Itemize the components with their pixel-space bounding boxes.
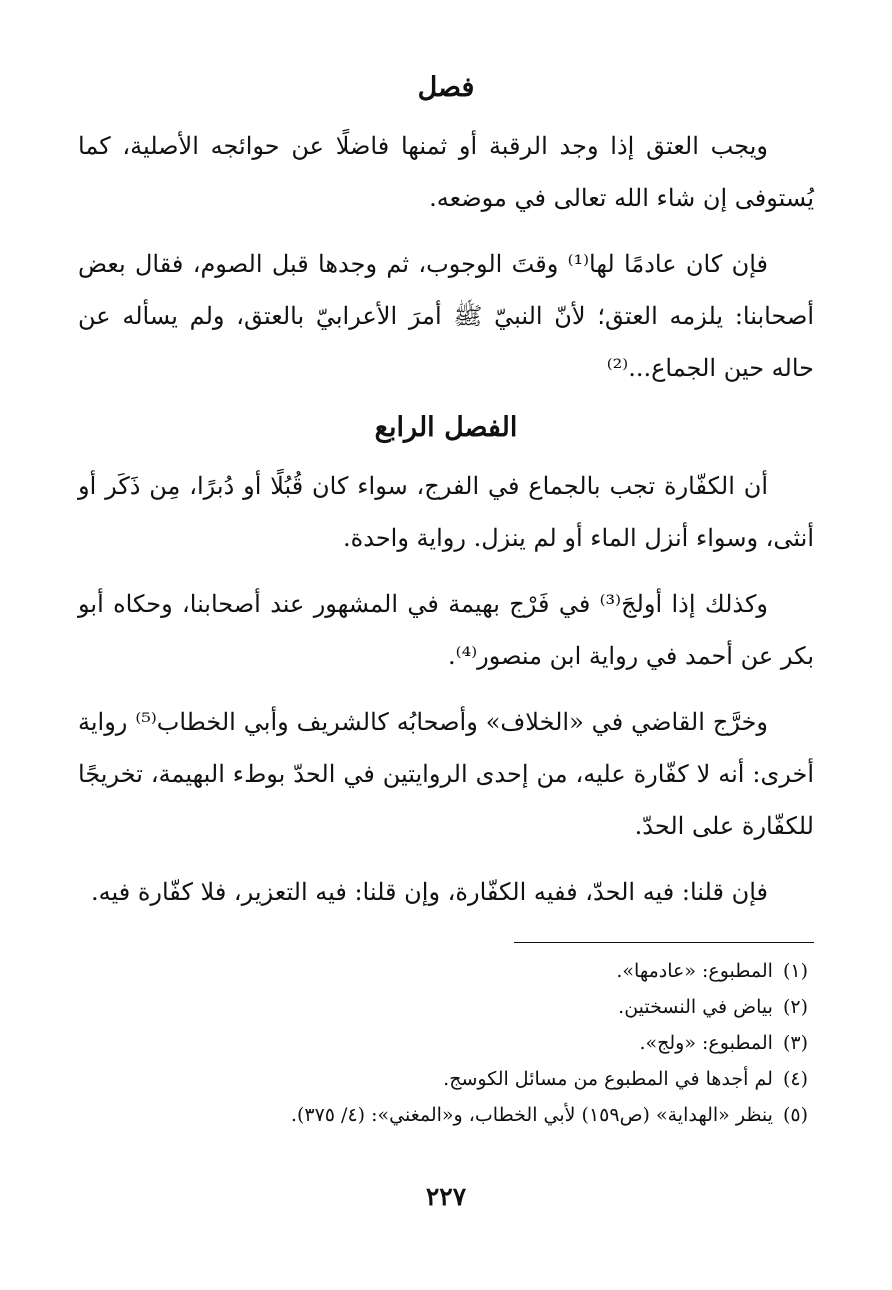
paragraph: ويجب العتق إذا وجد الرقبة أو ثمنها فاضلًا عن حوائجه الأصلية، كما يُستوفى إن شاء الله تعالى في موضعه. xyxy=(78,132,814,212)
footnote xyxy=(78,1025,814,1061)
paragraph: فإن قلنا: فيه الحدّ، ففيه الكفّارة، وإن قلنا: فيه التعزير، فلا كفّارة فيه. xyxy=(90,878,768,906)
paragraph: وخرَّج القاضي في «الخلاف» وأصحابُه كالشريف وأبي الخطاب⁽⁵⁾ رواية أخرى: أنه لا كفّارة عليه، من إحدى الروايتين في الحدّ بوطء البهيمة، تخريجًا للكفّارة على الحدّ. xyxy=(78,708,814,840)
footnote-text: المطبوع: «عادمها». xyxy=(616,960,773,982)
footnote-text: المطبوع: «ولج». xyxy=(639,1032,773,1054)
footnotes-list xyxy=(78,953,814,1133)
paragraph: وكذلك إذا أولجَ⁽³⁾ في فَرْج بهيمة في المشهور عند أصحابنا، وحكاه أبو بكر عن أحمد في رواية ابن منصور⁽⁴⁾. xyxy=(78,590,814,670)
footnote-number: (٢) xyxy=(782,996,808,1018)
section-heading: فصل xyxy=(417,72,475,103)
footnote-number: (١) xyxy=(782,960,808,982)
paragraph: أن الكفّارة تجب بالجماع في الفرج، سواء كان قُبُلًا أو دُبرًا، مِن ذَكَر أو أنثى، وسواء أنزل الماء أو لم ينزل. رواية واحدة. xyxy=(78,472,814,552)
footnote-number: (٤) xyxy=(782,1068,808,1090)
footnote xyxy=(78,1061,814,1097)
footnote-text: لم أجدها في المطبوع من مسائل الكوسج. xyxy=(443,1068,773,1090)
footnote-text: ينظر «الهداية» (ص١٥٩) لأبي الخطاب، و«المغني»: (٤/ ٣٧٥). xyxy=(290,1104,773,1126)
footnote xyxy=(78,1097,814,1133)
page-number: ٢٢٧ xyxy=(425,1182,467,1211)
footnote-divider xyxy=(514,942,814,943)
chapter-heading: الفصل الرابع xyxy=(374,412,518,443)
page-body xyxy=(78,62,814,1133)
footnote-number: (٣) xyxy=(782,1032,808,1054)
footnote xyxy=(78,953,814,989)
paragraph: فإن كان عادمًا لها⁽¹⁾ وقتَ الوجوب، ثم وجدها قبل الصوم، فقال بعض أصحابنا: يلزمه العتق؛ لأنّ النبيّ ﷺ أمرَ الأعرابيّ بالعتق، ولم يسأله عن حاله حين الجماع...⁽²⁾ xyxy=(78,250,814,382)
footnote xyxy=(78,989,814,1025)
footnote-number: (٥) xyxy=(782,1104,808,1126)
footnote-text: بياض في النسختين. xyxy=(618,996,773,1018)
